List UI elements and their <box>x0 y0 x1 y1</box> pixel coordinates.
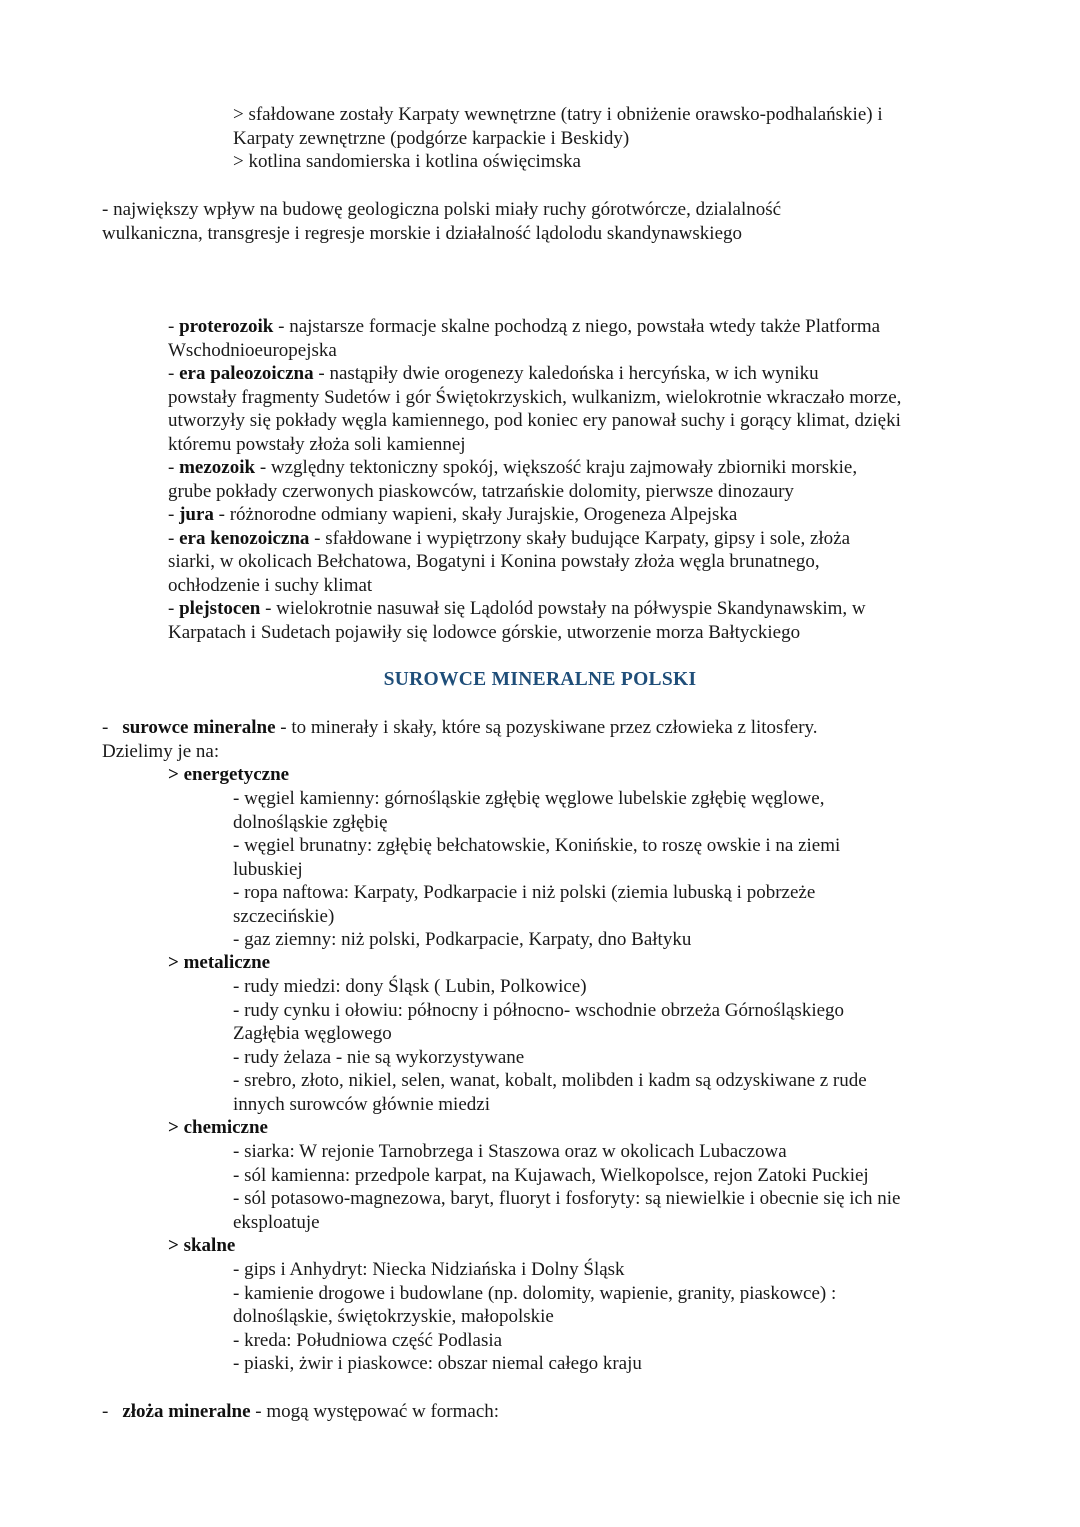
bullet-dash: - <box>102 717 109 738</box>
description: - mogą występować w formach: <box>250 1401 500 1422</box>
section-heading: SUROWCE MINERALNE POLSKI <box>383 669 697 690</box>
list-item: - węgiel kamienny: górnośląskie zgłębię węglowe lubelskie zgłębię węglowe, <box>233 788 825 809</box>
term: plejstocen <box>179 598 261 619</box>
term: era paleozoiczna <box>179 363 314 384</box>
description: - to minerały i skały, które są pozyskiwane przez człowieka z litosfery. <box>275 717 818 738</box>
bullet-dash: - <box>168 527 180 549</box>
surowce-definition <box>102 716 818 763</box>
era-paleozoik <box>168 362 901 386</box>
top-block <box>233 103 883 174</box>
eras-list <box>168 315 901 644</box>
term: jura <box>179 504 214 525</box>
list-item: - piaski, żwir i piaskowce: obszar niemal całego kraju <box>233 1353 642 1374</box>
era-proterozoik <box>168 315 901 339</box>
category-metaliczne <box>168 951 270 975</box>
category-energetyczne-items <box>233 787 840 952</box>
era-kenozoik <box>168 527 901 551</box>
text-line: ochłodzenie i suchy klimat <box>168 574 373 596</box>
era-mezozoik <box>168 456 901 480</box>
text-line: wulkaniczna, transgresje i regresje morskie i działalność lądolodu skandynawskiego <box>102 222 742 244</box>
text-line: powstały fragmenty Sudetów i gór Świętokrzyskich, wulkanizm, wielokrotnie wkraczało morze, <box>168 386 902 408</box>
era-jura <box>168 503 901 527</box>
term: era kenozoiczna <box>179 527 310 549</box>
category-label: > energetyczne <box>168 764 290 785</box>
category-chemiczne-items <box>233 1140 900 1234</box>
era-plejstocen <box>168 597 901 621</box>
zloza-definition <box>102 1400 499 1424</box>
category-label: > skalne <box>168 1235 236 1256</box>
text-line: Wschodnioeuropejska <box>168 339 337 361</box>
list-item: - gaz ziemny: niż polski, Podkarpacie, Karpaty, dno Bałtyku <box>233 929 692 950</box>
list-item: dolnośląskie zgłębię <box>233 811 388 833</box>
list-item: - ropa naftowa: Karpaty, Podkarpacie i niż polski (ziemia lubuską i pobrzeże <box>233 882 816 903</box>
text-line: Dzielimy je na: <box>102 740 220 762</box>
text-line: utworzyły się pokłady węgla kamiennego, pod koniec ery panował suchy i gorący klimat, dzięki <box>168 410 901 431</box>
description: - najstarsze formacje skalne pochodzą z niego, powstała wtedy także Platforma <box>273 316 881 337</box>
term: proterozoik <box>179 316 274 337</box>
bullet-dash: - <box>168 504 180 525</box>
bullet-dash: - <box>168 316 180 337</box>
description: - wielokrotnie nasuwał się Lądolód powstały na półwyspie Skandynawskim, w <box>260 598 866 619</box>
bullet-dash: - <box>102 1401 109 1422</box>
category-skalne <box>168 1234 235 1258</box>
list-item: - rudy miedzi: dony Śląsk ( Lubin, Polkowice) <box>233 976 587 997</box>
description: - różnorodne odmiany wapieni, skały Jurajskie, Orogeneza Alpejska <box>213 504 738 525</box>
bullet-dash: - <box>168 598 180 619</box>
list-item: - sól potasowo-magnezowa, baryt, fluoryt i fosforyty: są niewielkie i obecnie się ich nie <box>233 1188 901 1209</box>
list-item: dolnośląskie, świętokrzyskie, małopolskie <box>233 1306 554 1327</box>
definition-line <box>102 716 818 740</box>
list-item: Zagłębia węglowego <box>233 1023 392 1044</box>
list-item: - węgiel brunatny: zgłębię bełchatowskie, Konińskie, to roszę owskie i na ziemi <box>233 835 841 856</box>
text-line: Karpaty zewnętrzne (podgórze karpackie i Beskidy) <box>233 127 630 149</box>
list-item: - srebro, złoto, nikiel, selen, wanat, kobalt, molibden i kadm są odzyskiwane z rude <box>233 1070 867 1091</box>
category-label: > chemiczne <box>168 1117 268 1138</box>
text-line: > kotlina sandomierska i kotlina oświęcimska <box>233 151 581 172</box>
term: złoża mineralne <box>122 1401 251 1422</box>
category-chemiczne <box>168 1116 268 1140</box>
list-item: - siarka: W rejonie Tarnobrzega i Staszowa oraz w okolicach Lubaczowa <box>233 1141 787 1162</box>
list-item: eksploatuje <box>233 1211 320 1233</box>
description: - nastąpiły dwie orogenezy kaledońska i hercyńska, w ich wyniku <box>313 363 819 384</box>
category-skalne-items <box>233 1258 836 1376</box>
text-line: któremu powstały złoża soli kamiennej <box>168 433 466 455</box>
list-item: - rudy żelaza - nie są wykorzystywane <box>233 1046 525 1068</box>
text-line: grube pokłady czerwonych piaskowców, tatrzańskie dolomity, pierwsze dinozaury <box>168 480 794 502</box>
bullet-dash: - <box>168 363 180 384</box>
list-item: - rudy cynku i ołowiu: północny i północno- wschodnie obrzeża Górnośląskiego <box>233 999 845 1021</box>
list-item: szczecińskie) <box>233 905 335 927</box>
description: - sfałdowane i wypiętrzony skały budujące Karpaty, gipsy i sole, złoża <box>309 527 851 549</box>
list-item: - gips i Anhydryt: Niecka Nidziańska i Dolny Śląsk <box>233 1259 625 1280</box>
influence-paragraph <box>102 198 781 245</box>
category-energetyczne <box>168 763 289 787</box>
list-item: lubuskiej <box>233 858 303 880</box>
text-line: > sfałdowane zostały Karpaty wewnętrzne (tatry i obniżenie orawsko-podhalańskie) i <box>233 104 883 125</box>
text-line: siarki, w okolicach Bełchatowa, Bogatyni i Konina powstały złoża węgla brunatnego, <box>168 551 820 572</box>
category-label: > metaliczne <box>168 952 271 973</box>
term: mezozoik <box>179 457 256 478</box>
list-item: - kamienie drogowe i budowlane (np. dolomity, wapienie, granity, piaskowce) : <box>233 1282 837 1304</box>
bullet-dash: - <box>168 457 180 478</box>
category-metaliczne-items <box>233 975 867 1116</box>
list-item: - sól kamienna: przedpole karpat, na Kujawach, Wielkopolsce, rejon Zatoki Puckiej <box>233 1164 869 1186</box>
list-item: innych surowców głównie miedzi <box>233 1093 490 1115</box>
text-line: - największy wpływ na budowę geologiczna polski miały ruchy górotwórcze, dzialalność <box>102 199 782 220</box>
list-item: - kreda: Południowa część Podlasia <box>233 1329 503 1351</box>
definition-line <box>102 1400 499 1424</box>
description: - względny tektoniczny spokój, większość kraju zajmowały zbiorniki morskie, <box>255 457 858 478</box>
term: surowce mineralne <box>122 717 276 738</box>
text-line: Karpatach i Sudetach pojawiły się lodowce górskie, utworzenie morza Bałtyckiego <box>168 621 801 643</box>
